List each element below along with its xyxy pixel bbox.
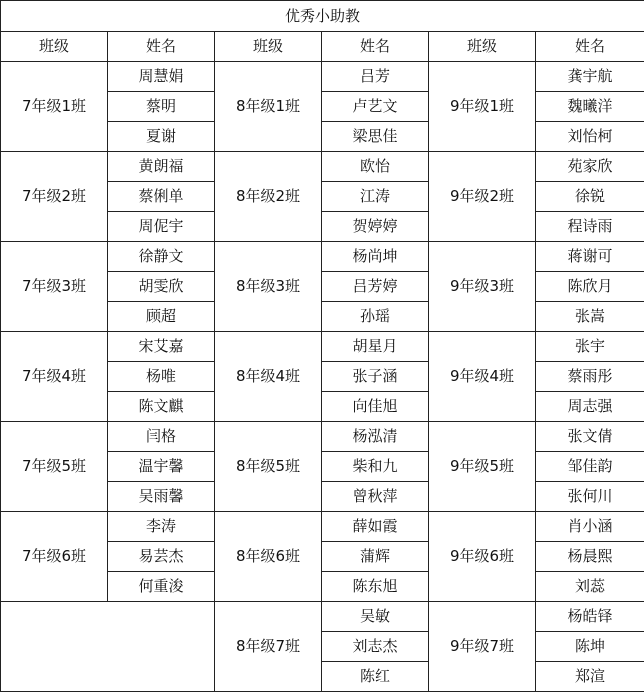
class-cell-grade7: 7年级4班 [1,332,108,422]
student-name-cell: 邹佳韵 [536,452,644,482]
student-name-cell: 薛如霞 [322,512,429,542]
student-name-cell: 刘志杰 [322,632,429,662]
student-name-cell: 贺婷婷 [322,212,429,242]
student-name-cell: 张文倩 [536,422,644,452]
student-name-cell: 肖小涵 [536,512,644,542]
student-name-cell: 梁思佳 [322,122,429,152]
header-class-7: 班级 [1,32,108,62]
student-name-cell: 陈坤 [536,632,644,662]
class-cell-grade8: 8年级6班 [215,512,322,602]
table-row [1,602,644,632]
student-name-cell: 张嵩 [536,302,644,332]
student-name-cell: 郑渲 [536,662,644,692]
student-name-cell: 杨尚坤 [322,242,429,272]
student-name-cell: 杨泓清 [322,422,429,452]
student-name-cell: 陈欣月 [536,272,644,302]
student-name-cell: 张子涵 [322,362,429,392]
class-cell-grade9: 9年级3班 [429,242,536,332]
header-class-9: 班级 [429,32,536,62]
student-name-cell: 顾超 [108,302,215,332]
class-cell-grade7: 7年级2班 [1,152,108,242]
student-name-cell: 苑家欣 [536,152,644,182]
student-name-cell: 宋艾嘉 [108,332,215,362]
class-cell-grade8: 8年级1班 [215,62,322,152]
header-name-8: 姓名 [322,32,429,62]
table-row [1,332,644,362]
student-name-cell: 陈东旭 [322,572,429,602]
student-name-cell: 周慧娟 [108,62,215,92]
student-name-cell: 杨皓铎 [536,602,644,632]
student-name-cell: 刘蕊 [536,572,644,602]
class-cell-grade8: 8年级2班 [215,152,322,242]
student-name-cell: 周志强 [536,392,644,422]
student-name-cell: 李涛 [108,512,215,542]
class-cell-grade7: 7年级5班 [1,422,108,512]
student-name-cell: 曾秋萍 [322,482,429,512]
table-title: 优秀小助教 [1,1,644,32]
student-name-cell: 何重浚 [108,572,215,602]
table-row [1,512,644,542]
student-name-cell: 徐静文 [108,242,215,272]
student-name-cell: 向佳旭 [322,392,429,422]
student-name-cell: 杨晨熙 [536,542,644,572]
header-name-7: 姓名 [108,32,215,62]
student-name-cell: 孙瑶 [322,302,429,332]
student-name-cell: 陈红 [322,662,429,692]
header-name-9: 姓名 [536,32,644,62]
class-cell-grade9: 9年级2班 [429,152,536,242]
student-name-cell: 易芸杰 [108,542,215,572]
class-cell-grade9: 9年级6班 [429,512,536,602]
student-name-cell: 徐锐 [536,182,644,212]
student-name-cell: 温宇馨 [108,452,215,482]
student-name-cell: 吕芳婷 [322,272,429,302]
student-name-cell: 程诗雨 [536,212,644,242]
student-name-cell: 欧怡 [322,152,429,182]
student-name-cell: 闫格 [108,422,215,452]
title-row [1,1,644,32]
class-cell-grade8: 8年级7班 [215,602,322,692]
student-name-cell: 卢艺文 [322,92,429,122]
student-name-cell: 周伲宇 [108,212,215,242]
student-name-cell: 吴敏 [322,602,429,632]
student-name-cell: 龚宇航 [536,62,644,92]
student-name-cell: 蔡雨彤 [536,362,644,392]
header-class-8: 班级 [215,32,322,62]
table-row [1,422,644,452]
class-cell-grade8: 8年级3班 [215,242,322,332]
student-name-cell: 蔡明 [108,92,215,122]
student-name-cell: 胡雯欣 [108,272,215,302]
class-cell-grade7: 7年级1班 [1,62,108,152]
class-cell-grade9: 9年级1班 [429,62,536,152]
table-row [1,62,644,92]
table-row [1,242,644,272]
student-name-cell: 吴雨馨 [108,482,215,512]
empty-cell [1,602,215,692]
student-name-cell: 黄朗福 [108,152,215,182]
student-name-cell: 蔡俐单 [108,182,215,212]
student-name-cell: 蒋谢可 [536,242,644,272]
student-name-cell: 张何川 [536,482,644,512]
table-row [1,152,644,182]
student-name-cell: 江涛 [322,182,429,212]
class-cell-grade9: 9年级7班 [429,602,536,692]
student-name-cell: 蒲辉 [322,542,429,572]
student-name-cell: 张宇 [536,332,644,362]
student-name-cell: 杨唯 [108,362,215,392]
class-cell-grade8: 8年级5班 [215,422,322,512]
header-row [1,32,644,62]
student-name-cell: 陈文麒 [108,392,215,422]
class-cell-grade9: 9年级5班 [429,422,536,512]
student-name-cell: 吕芳 [322,62,429,92]
class-cell-grade9: 9年级4班 [429,332,536,422]
class-cell-grade7: 7年级6班 [1,512,108,602]
student-name-cell: 刘怡柯 [536,122,644,152]
class-cell-grade7: 7年级3班 [1,242,108,332]
student-name-cell: 柴和九 [322,452,429,482]
student-name-cell: 夏谢 [108,122,215,152]
student-name-cell: 魏曦洋 [536,92,644,122]
student-name-cell: 胡星月 [322,332,429,362]
class-cell-grade8: 8年级4班 [215,332,322,422]
